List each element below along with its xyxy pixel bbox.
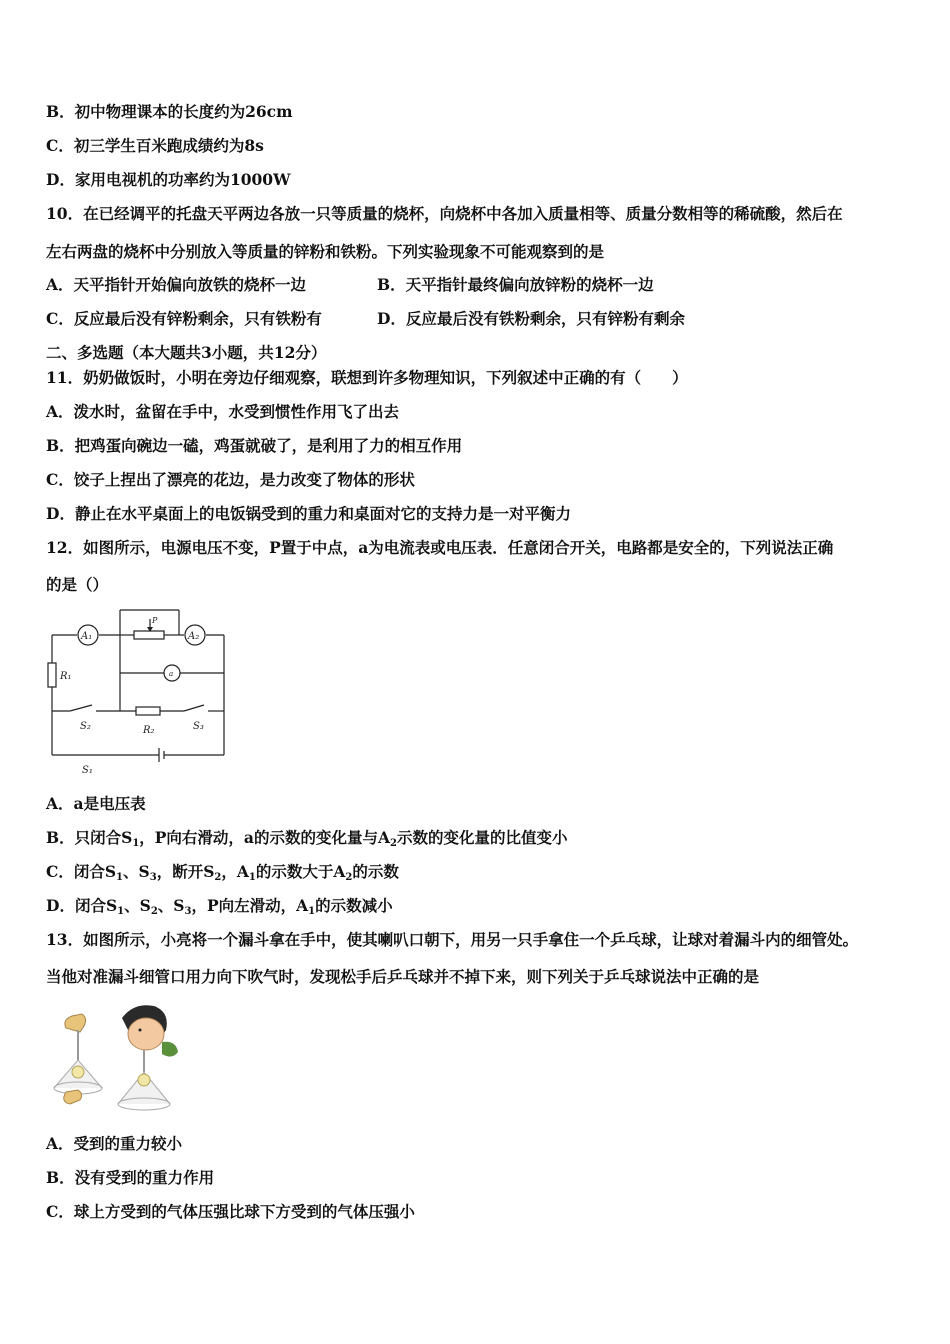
- q12-option-a: A．a是电压表: [46, 794, 146, 813]
- q12-option-c: C．闭合$S_1$、$S_3$，断开$S_2$，$A_1$的示数大于$A_2$的示数: [46, 862, 399, 883]
- q13-option-b: B．没有受到的重力作用: [46, 1168, 215, 1187]
- q12-option-d: D．闭合$S_1$、$S_2$、$S_3$，P向左滑动，$A_1$的示数减小: [46, 896, 393, 917]
- q13-option-a: A．受到的重力较小: [46, 1134, 183, 1153]
- q13-funnel-illustration: [44, 1000, 184, 1115]
- label-s3: S₃: [193, 721, 204, 732]
- q12-circuit-diagram: [44, 605, 234, 780]
- q10-option-d: D．反应最后没有铁粉剩余，只有锌粉有剩余: [377, 309, 685, 328]
- q11-option-d: D．静止在水平桌面上的电饭锅受到的重力和桌面对它的支持力是一对平衡力: [46, 504, 571, 523]
- q10-stem-line1: 10．在已经调平的托盘天平两边各放一只等质量的烧杯，向烧杯中各加入质量相等、质量分数相等的稀硫酸，然后在: [46, 204, 843, 223]
- q9-option-b: B．初中物理课本的长度约为26cm: [46, 102, 293, 121]
- label-a2: A₂: [188, 631, 200, 642]
- section-title: 二、多选题（本大题共3小题，共12分）: [46, 343, 327, 362]
- q12-stem-line2: 的是（）: [46, 575, 109, 594]
- hand-funnel-left-icon: [54, 1014, 102, 1104]
- q13-stem-line1: 13．如图所示，小亮将一个漏斗拿在手中，使其喇叭口朝下，用另一只手拿住一个乒乓球，让球对着漏斗内的细管处。: [46, 930, 859, 949]
- q13-option-c: C．球上方受到的气体压强比球下方受到的气体压强小: [46, 1202, 415, 1221]
- q10-stem-line2: 左右两盘的烧杯中分别放入等质量的锌粉和铁粉。下列实验现象不可能观察到的是: [46, 242, 605, 261]
- q10-option-b: B．天平指针最终偏向放锌粉的烧杯一边: [377, 275, 654, 294]
- label-s1: S₁: [82, 765, 93, 776]
- q12-stem-line1: 12．如图所示，电源电压不变，P置于中点，a为电流表或电压表．任意闭合开关，电路都是安全的，下列说法正确: [46, 538, 834, 557]
- q10-option-a: A．天平指针开始偏向放铁的烧杯一边: [46, 275, 307, 294]
- label-s2: S₂: [80, 721, 91, 732]
- q11-option-b: B．把鸡蛋向碗边一磕，鸡蛋就破了，是利用了力的相互作用: [46, 436, 463, 455]
- q11-option-c: C．饺子上捏出了漂亮的花边，是力改变了物体的形状: [46, 470, 415, 489]
- label-r2: R₂: [143, 725, 155, 736]
- boy-blowing-icon: [118, 1005, 178, 1110]
- q9-option-d: D．家用电视机的功率约为1000W: [46, 170, 291, 189]
- label-r1: R₁: [60, 671, 72, 682]
- q12-option-b: B．只闭合$S_1$，P向右滑动，a的示数的变化量与$A_2$示数的变化量的比值变小: [46, 828, 568, 849]
- q11-option-a: A．泼水时，盆留在手中，水受到惯性作用飞了出去: [46, 402, 400, 421]
- q10-option-c: C．反应最后没有锌粉剩余，只有铁粉有: [46, 309, 322, 328]
- q13-stem-line2: 当他对准漏斗细管口用力向下吹气时，发现松手后乒乓球并不掉下来，则下列关于乒乓球说法中正确的是: [46, 967, 760, 986]
- label-a1: A₁: [81, 631, 93, 642]
- label-a: a: [169, 670, 174, 678]
- q11-stem: 11．奶奶做饭时，小明在旁边仔细观察，联想到许多物理知识，下列叙述中正确的有（ ）: [46, 368, 688, 387]
- q9-option-c: C．初三学生百米跑成绩约为8s: [46, 136, 264, 155]
- label-p: P: [152, 616, 158, 625]
